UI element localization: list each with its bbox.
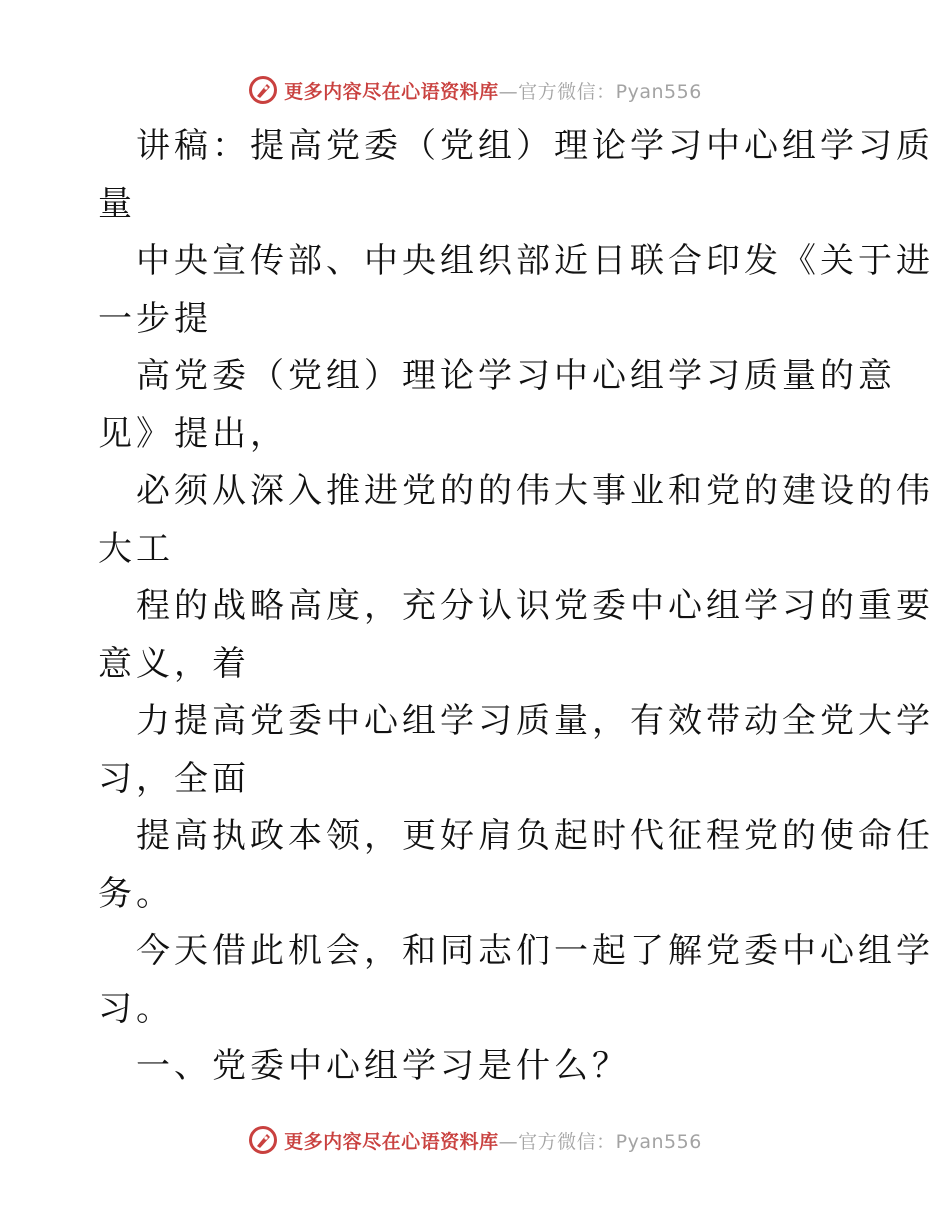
title-line-1: 讲稿：提高党委（党组）理论学习中心组学习质	[136, 126, 934, 166]
footer-watermark	[0, 1120, 950, 1160]
header-watermark	[0, 70, 950, 110]
title-line-2: 量	[98, 183, 136, 224]
paragraph-line: 提高执政本领，更好肩负起时代征程党的使命任	[136, 816, 934, 856]
watermark-brand-text: 更多内容尽在心语资料库	[284, 80, 499, 103]
document-body	[98, 118, 934, 1096]
paragraph-line: 力提高党委中心组学习质量，有效带动全党大学	[136, 701, 934, 741]
pen-nib-circle-icon	[248, 1125, 278, 1155]
paragraph-line: 大工	[98, 528, 174, 569]
watermark-brand-text: 更多内容尽在心语资料库	[284, 1130, 499, 1153]
paragraph-line: 一步提	[98, 298, 212, 339]
paragraph-line: 今天借此机会，和同志们一起了解党委中心组学	[136, 931, 934, 971]
paragraph-line: 习。	[98, 988, 174, 1029]
paragraph-line: 高党委（党组）理论学习中心组学习质量的意	[136, 356, 896, 396]
paragraph-line: 中央宣传部、中央组织部近日联合印发《关于进	[136, 241, 934, 281]
paragraph-line: 见》提出，	[98, 413, 288, 454]
paragraph-line: 意义，着	[98, 643, 250, 684]
section-heading: 一、党委中心组学习是什么？	[136, 1046, 630, 1086]
paragraph-line: 习，全面	[98, 758, 250, 799]
watermark-contact-text: —官方微信：Pyan556	[498, 80, 702, 103]
paragraph-line: 程的战略高度，充分认识党委中心组学习的重要	[136, 586, 934, 626]
watermark-contact-text: —官方微信：Pyan556	[498, 1130, 702, 1153]
pen-nib-circle-icon	[248, 75, 278, 105]
paragraph-line: 务。	[98, 873, 174, 914]
paragraph-line: 必须从深入推进党的的伟大事业和党的建设的伟	[136, 471, 934, 511]
